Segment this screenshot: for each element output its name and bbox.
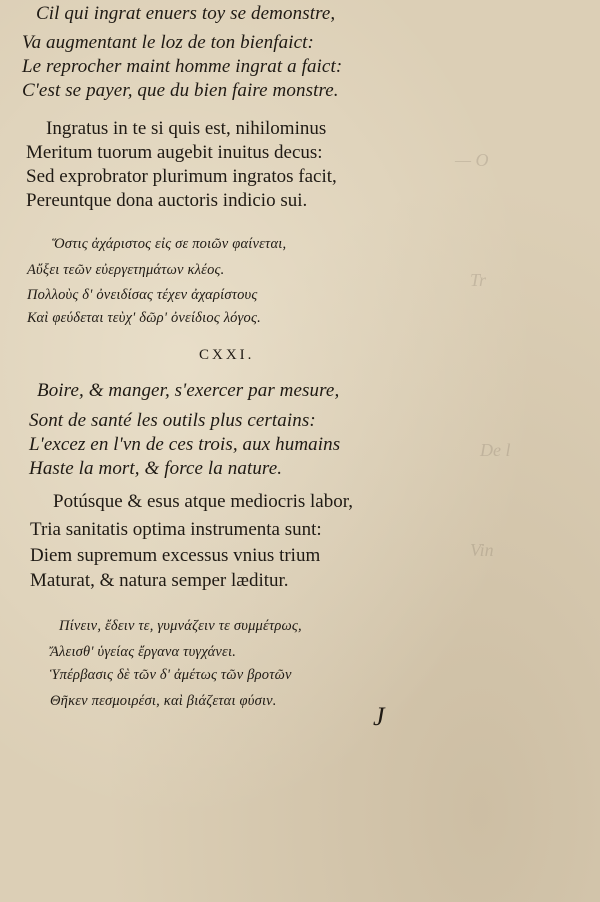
bleed-through-decoration: Vin — [470, 540, 494, 560]
stanza2-latin-line-3: Diem supremum excessus vnius trium — [30, 545, 321, 566]
stanza1-greek-line-2: Αὔξει τεῶν εὐεργετημάτων κλέος. — [27, 262, 225, 278]
stanza1-french-line-3: Le reprocher maint homme ingrat a faict: — [22, 56, 343, 77]
stanza1-french-line-1: Cil qui ingrat enuers toy se demonstre, — [36, 3, 336, 24]
stanza1-latin-line-3: Sed exprobrator plurimum ingratos facit, — [26, 166, 337, 187]
bleed-through-decoration: Tr — [470, 270, 487, 290]
stanza1-latin-line-1: Ingratus in te si quis est, nihilominus — [46, 118, 327, 139]
section-heading: CXXI. — [199, 347, 255, 363]
stanza2-greek-line-4: Θῆκεν πεσμοιρέσι, καὶ βιάζεται φύσιν. — [50, 693, 277, 709]
stanza2-greek-line-2: Ἄλεισθ' ὑγείας ἔργανα τυγχάνει. — [50, 644, 237, 660]
stanza2-latin-line-2: Tria sanitatis optima instrumenta sunt: — [30, 519, 322, 540]
stanza1-greek-line-1: Ὅστις ἀχάριστος εἰς σε ποιῶν φαίνεται, — [52, 236, 287, 252]
bleed-through-decoration: De l — [480, 440, 511, 460]
stanza1-latin-line-2: Meritum tuorum augebit inuitus decus: — [26, 142, 323, 163]
stanza2-french-line-1: Boire, & manger, s'exercer par mesure, — [37, 380, 340, 401]
stanza2-french-line-2: Sont de santé les outils plus certains: — [29, 410, 316, 431]
bleed-through-decoration: — O — [455, 150, 489, 170]
stanza1-greek-line-3: Πολλοὺς δ' ὀνειδίσας τέχεν ἀχαρίστους — [27, 287, 258, 303]
stanza1-greek-line-4: Καὶ φεύδεται τεὺχ' δῶρ' ὀνείδιος λόγος. — [27, 310, 261, 326]
stanza2-latin-line-4: Maturat, & natura semper læditur. — [30, 570, 289, 591]
stanza1-latin-line-4: Pereuntque dona auctoris indicio sui. — [26, 190, 308, 211]
stanza2-greek-line-3: Ὑπέρβασις δὲ τῶν δ' ἀμέτως τῶν βροτῶν — [50, 667, 292, 683]
stanza1-french-line-4: C'est se payer, que du bien faire monstre. — [22, 80, 339, 101]
stanza2-latin-line-1: Potúsque & esus atque mediocris labor, — [53, 491, 354, 512]
stanza2-french-line-3: L'excez en l'vn de ces trois, aux humains — [29, 434, 341, 455]
stanza2-french-line-4: Haste la mort, & force la nature. — [29, 458, 283, 479]
signature-mark: J — [373, 702, 385, 731]
stanza2-greek-line-1: Πίνειν, ἔδειν τε, γυμνάζειν τε συμμέτρως, — [59, 618, 302, 634]
stanza1-french-line-2: Va augmentant le loz de ton bienfaict: — [22, 32, 314, 53]
